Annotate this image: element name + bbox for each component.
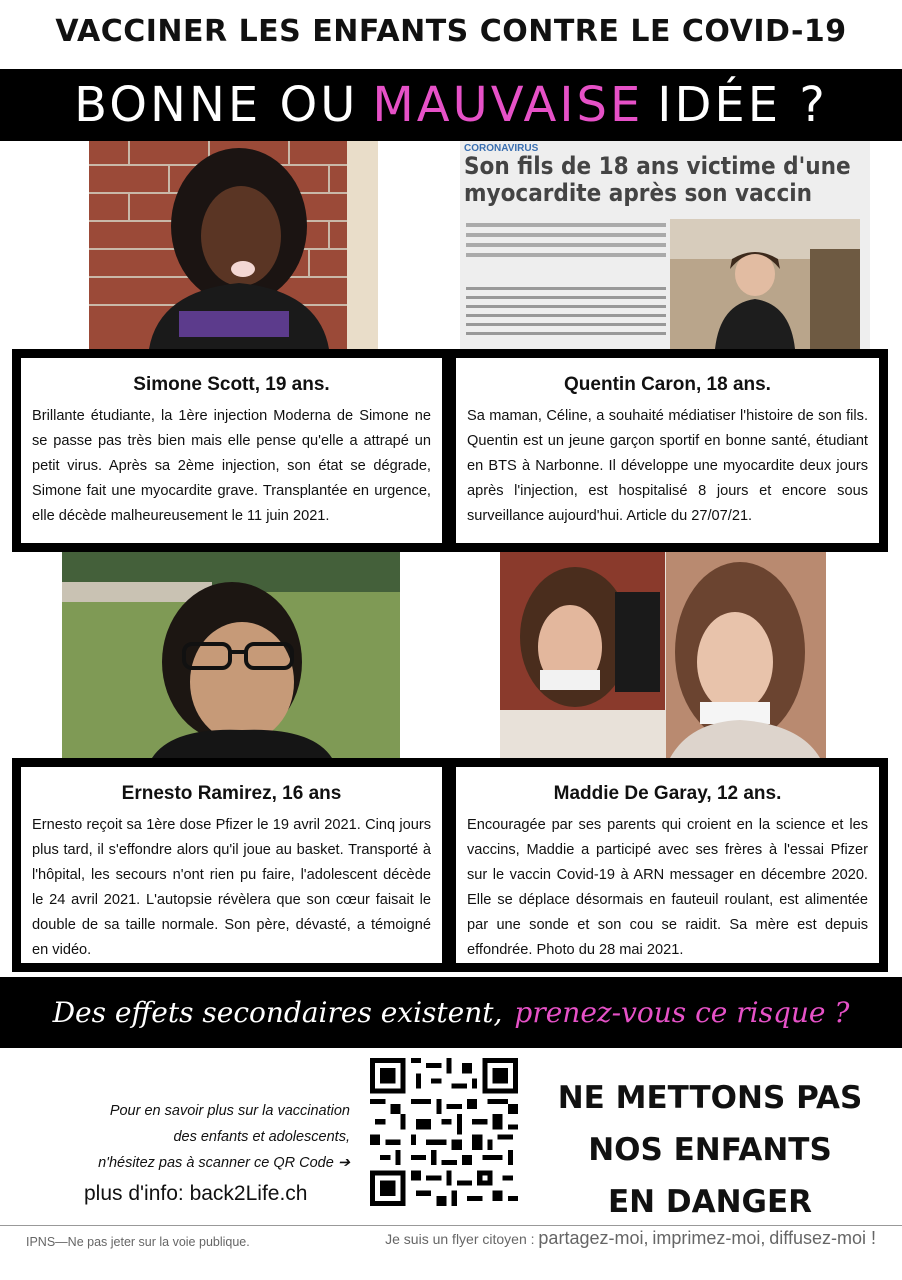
print-text: imprimez-moi, [652, 1228, 766, 1248]
clip-headline: Son fils de 18 ans victime d'une myocardite après son vaccin [464, 152, 851, 207]
clip-rubric: CORONAVIRUS [464, 143, 539, 154]
case-text: Sa maman, Céline, a souhaité médiatiser l'histoire de son fils. Quentin est un jeune garçon sportif en bonne santé, étudiant en BTS à Narbonne. Il développe une myocardite deux jours après l'injection, est hospitalisé 8 jours et encore sous surveillance aujourd'hui. Article du 27/07/21. [467, 408, 868, 524]
banner-text-1: BONNE OU [74, 77, 359, 133]
info-line: n'hésitez pas à scanner ce QR Code ➔ [98, 1155, 350, 1171]
footer-divider [0, 1225, 902, 1226]
simone-photo [89, 141, 378, 349]
citizen-note [385, 1228, 876, 1249]
poster-title: VACCINER LES ENFANTS CONTRE LE COVID-19 [55, 14, 847, 49]
case-card-simone [21, 358, 442, 543]
slogan [530, 1072, 890, 1228]
clip-photo [670, 219, 860, 349]
slogan-line: NOS ENFANTS [588, 1132, 832, 1168]
case-text: Encouragée par ses parents qui croient en la science et les vaccins, Maddie a participé avec ses frères à l'essai Pfizer sur le vaccin Covid-19 à ARN messager en décembre 2020. Elle se déplace désormais en fauteuil roulant, est alimentée par une sonde et son cou se raidit. Sa mère est depuis effondrée. Photo du 28 mai 2021. [467, 817, 868, 958]
case-text: Ernesto reçoit sa 1ère dose Pfizer le 19 avril 2021. Cinq jours plus tard, il s'effondre alors qu'il joue au basket. Transporté à l'hôpital, les secours n'ont rien pu faire, l'adolescent décède le 24 avril 2021. L'autopsie révèlera que son cœur faisait le double de sa taille normale. Son père, dévasté, a témoigné en vidéo. [32, 817, 431, 958]
band-text: Des effets secondaires existent, [52, 996, 503, 1029]
title-banner [0, 69, 902, 141]
info-line: Pour en savoir plus sur la vaccination [109, 1103, 350, 1119]
share-text: partagez-moi, [538, 1228, 649, 1248]
clip-body-text [466, 281, 666, 341]
case-card-ernesto [21, 767, 442, 963]
spread-text: diffusez-moi ! [769, 1228, 876, 1248]
info-line: des enfants et adolescents, [173, 1129, 350, 1145]
newspaper-clip [460, 141, 870, 349]
ernesto-photo [62, 552, 400, 758]
case-row-bottom [12, 758, 888, 972]
case-row-top [12, 349, 888, 552]
legal-notice: IPNS—Ne pas jeter sur la voie publique. [26, 1235, 250, 1249]
qr-code[interactable] [370, 1058, 518, 1206]
slogan-line: EN DANGER [607, 1184, 813, 1220]
case-text: Brillante étudiante, la 1ère injection Moderna de Simone ne se passe pas très bien mais elle pense qu'elle a attrapé un petit virus. Après sa 2ème injection, son état se dégrade, Simone fait une myocardite grave. Transplantée en urgence, elle décède malheureusement le 11 juin 2021. [32, 408, 431, 524]
clip-lead-text [466, 217, 666, 263]
banner-text-3: IDÉE ? [657, 77, 828, 133]
citizen-text: Je suis un flyer citoyen : [385, 1231, 535, 1247]
slogan-line: NE METTONS PAS [557, 1080, 863, 1116]
risk-band [0, 977, 902, 1048]
band-accent-text: prenez-vous ce risque ? [514, 996, 850, 1029]
website-link[interactable]: plus d'info: back2Life.ch [84, 1182, 308, 1205]
case-name: Simone Scott, 19 ans. [133, 374, 330, 395]
banner-accent-text: MAUVAISE [372, 77, 644, 133]
case-name: Ernesto Ramirez, 16 ans [121, 783, 342, 804]
case-name: Quentin Caron, 18 ans. [564, 374, 771, 395]
case-card-maddie [456, 767, 879, 963]
info-text [98, 1098, 350, 1176]
case-name: Maddie De Garay, 12 ans. [553, 783, 782, 804]
case-card-quentin [456, 358, 879, 543]
maddie-photo [500, 552, 826, 758]
